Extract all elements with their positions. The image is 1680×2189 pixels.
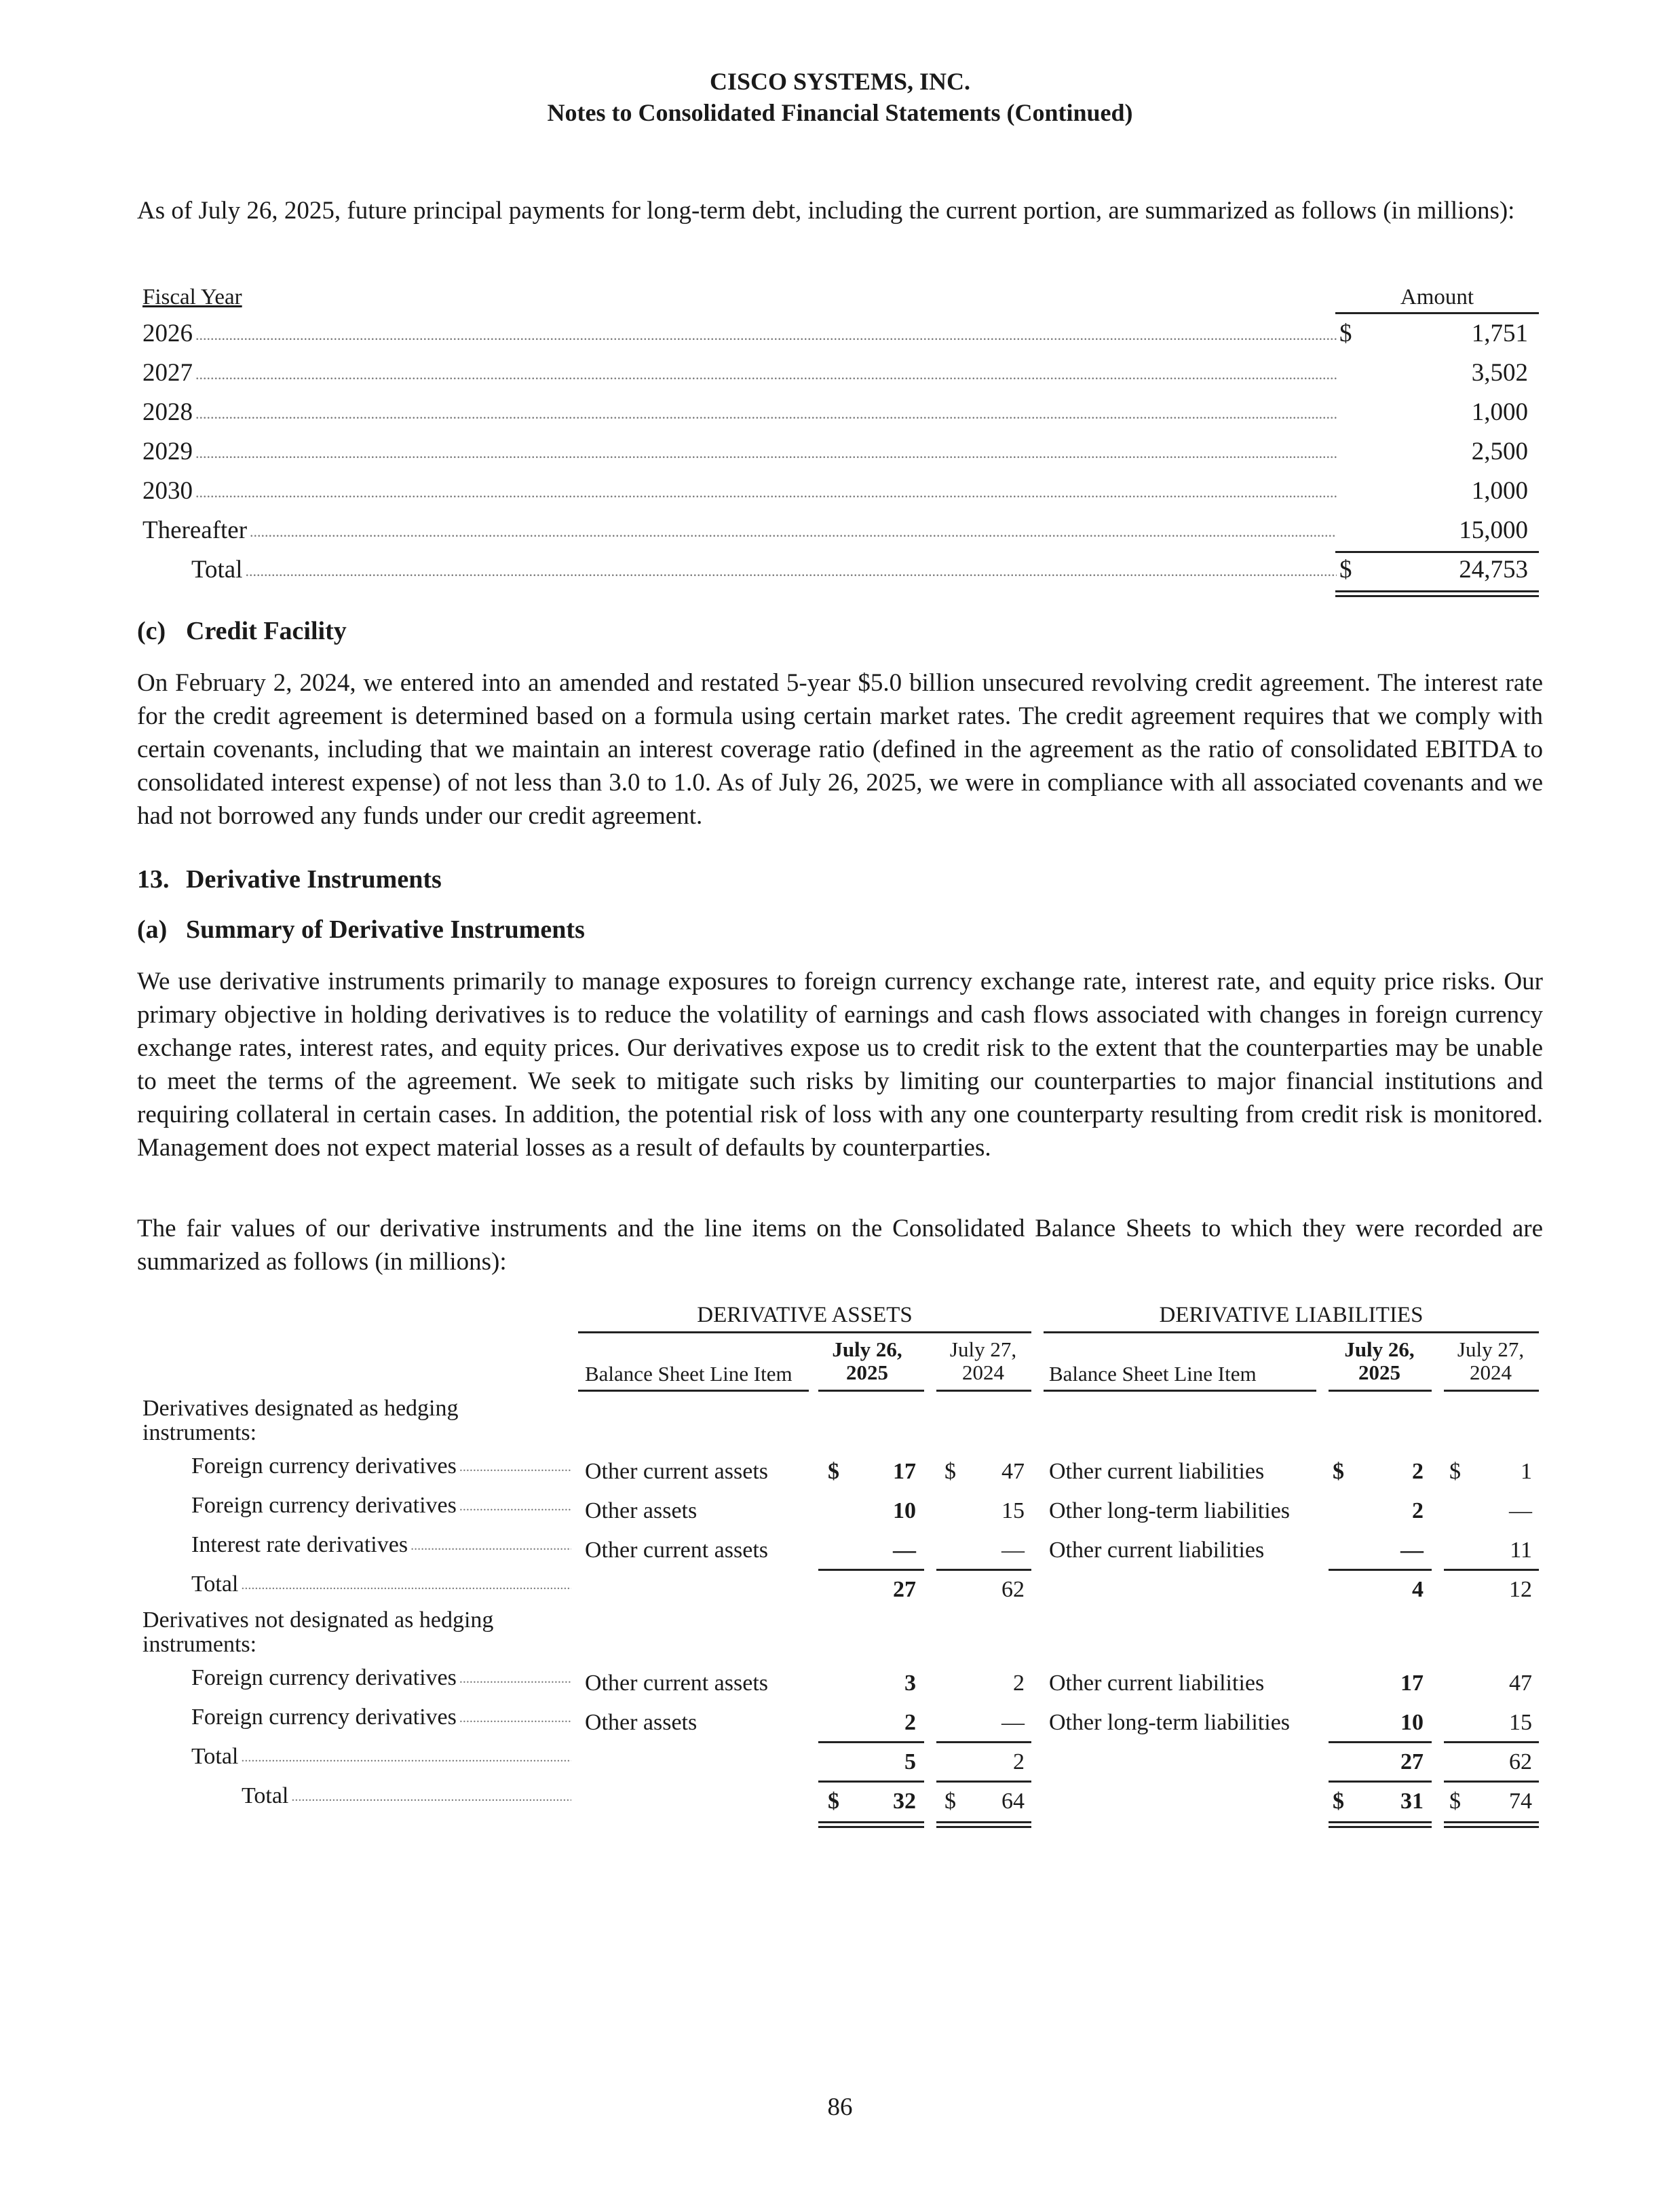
- derivative-row-label-text: Total: [242, 1783, 289, 1808]
- credit-facility-paragraph: On February 2, 2024, we entered into an amended and restated 5-year $5.0 billion unsecured revolving credit agreement. The interest rate for the credit agreement is determined based on a formula using certain market rates. The credit agreement requires that we comply with certain covenants, including that we maintain an interest coverage ratio (defined in the agreement as the ratio of consolidated EBITDA to consolidated interest expense) of not less than 3.0 to 1.0. As of July 26, 2025, we were in compliance with all associated covenants and we had not borrowed any funds under our credit agreement.: [137, 669, 1543, 830]
- assets-2025-currency: $: [828, 1459, 839, 1484]
- derivative-liabilities-caption: DERIVATIVE LIABILITIES: [1159, 1303, 1424, 1327]
- rule-a2024-grand-1: [936, 1821, 1031, 1823]
- dot-leader: [195, 404, 1337, 427]
- derivative-row-label: [191, 1664, 571, 1692]
- amount-header-rule: [1335, 312, 1539, 314]
- derivative-row-label-text: Interest rate derivatives: [191, 1532, 408, 1557]
- liabilities-line-item-header: Balance Sheet Line Item: [1049, 1362, 1257, 1386]
- dot-leader: [195, 365, 1337, 388]
- liabilities-2025-value: 10: [1400, 1710, 1424, 1735]
- summary-number: (a): [137, 915, 168, 944]
- amount-header: Amount: [1400, 285, 1474, 309]
- assets-2025-value: 27: [893, 1577, 916, 1602]
- assets-2025-value: 5: [904, 1749, 916, 1774]
- liabilities-2024-currency: $: [1449, 1789, 1461, 1814]
- liabilities-line-item: Other long-term liabilities: [1049, 1498, 1291, 1523]
- rule-l2025-t1: [1329, 1569, 1432, 1571]
- assets-line-item: Other assets: [585, 1710, 698, 1735]
- debt-currency: $: [1339, 556, 1352, 584]
- assets-line-item: Other current assets: [585, 1671, 769, 1696]
- dot-leader: [246, 562, 1337, 585]
- derivative-assets-caption: DERIVATIVE ASSETS: [697, 1303, 913, 1327]
- liabilities-line-item: Other long-term liabilities: [1049, 1710, 1291, 1735]
- rule-l2024-t1: [1444, 1569, 1539, 1571]
- debt-row-label: 2030: [142, 477, 193, 505]
- liabilities-2024-value: 15: [1509, 1710, 1532, 1735]
- rule-a2025-t1: [818, 1569, 924, 1571]
- assets-2025-rule: [818, 1390, 924, 1392]
- derivative-row-label: [191, 1743, 571, 1771]
- rule-a2025-t2: [818, 1741, 924, 1743]
- liabilities-2025-currency: $: [1333, 1789, 1344, 1814]
- debt-amount: 24,753: [1459, 556, 1528, 584]
- dot-leader: [411, 1536, 571, 1559]
- rule-l2025-t2: [1329, 1741, 1432, 1743]
- dot-leader: [195, 483, 1337, 506]
- debt-amount: 3,502: [1471, 359, 1528, 387]
- assets-line-item: Other current assets: [585, 1459, 769, 1484]
- assets-2024-value: 47: [1001, 1459, 1025, 1484]
- liabilities-2025-rule: [1329, 1390, 1432, 1392]
- assets-2024-rule: [936, 1390, 1031, 1392]
- derivative-row-label: [191, 1531, 571, 1559]
- liabilities-2024-value: 62: [1509, 1749, 1532, 1774]
- rule-a2025-grand-2: [818, 1826, 924, 1828]
- derivative-row-label: [242, 1782, 571, 1810]
- summary-paragraph-2: The fair values of our derivative instruments and the line items on the Consolidated Balance Sheets to which they were recorded are summarized as follows (in millions):: [137, 1215, 1543, 1276]
- assets-line-item: Other assets: [585, 1498, 698, 1523]
- liabilities-2025-value: 4: [1412, 1577, 1424, 1602]
- assets-col-2024-year: 2024: [962, 1360, 1004, 1384]
- debt-subtotal-rule: [1335, 551, 1539, 553]
- debt-amount: 15,000: [1459, 516, 1528, 544]
- assets-col-2024-date: July 27,: [949, 1337, 1017, 1361]
- dot-leader: [241, 1576, 571, 1599]
- assets-2025-value: 32: [893, 1789, 916, 1814]
- debt-total-row: [142, 551, 1337, 585]
- liabilities-2025-value: 2: [1412, 1498, 1424, 1523]
- liabilities-col-2025-date: July 26,: [1344, 1337, 1415, 1361]
- debt-row: [142, 394, 1337, 427]
- liabilities-line-item-rule: [1044, 1390, 1316, 1392]
- liabilities-line-item: Other current liabilities: [1049, 1459, 1265, 1484]
- derivative-row-label-text: Foreign currency derivatives: [191, 1705, 457, 1730]
- debt-currency: $: [1339, 320, 1352, 347]
- liabilities-col-2025-header: [1327, 1338, 1432, 1384]
- dot-leader: [241, 1748, 571, 1771]
- assets-2024-value: 2: [1013, 1671, 1025, 1696]
- company-name: CISCO SYSTEMS, INC.: [709, 68, 971, 95]
- assets-2024-value: 2: [1013, 1749, 1025, 1774]
- rule-l2025-t3: [1329, 1781, 1432, 1783]
- credit-facility-heading: [137, 615, 347, 647]
- liabilities-col-2024-date: July 27,: [1457, 1337, 1525, 1361]
- liabilities-caption-rule: [1044, 1331, 1539, 1333]
- assets-col-2025-date: July 26,: [832, 1337, 902, 1361]
- assets-2024-value: —: [1001, 1710, 1025, 1735]
- derivative-row-label-text: Foreign currency derivatives: [191, 1453, 457, 1479]
- liabilities-2024-value: 1: [1521, 1459, 1532, 1484]
- debt-row-label: 2029: [142, 438, 193, 465]
- assets-2025-value: 17: [893, 1459, 916, 1484]
- derivative-row-label-text: Foreign currency derivatives: [191, 1665, 457, 1690]
- assets-col-2024-header: [935, 1338, 1031, 1384]
- liabilities-2025-value: 17: [1400, 1671, 1424, 1696]
- debt-amount: 1,751: [1471, 320, 1528, 347]
- assets-caption-rule: [578, 1331, 1031, 1333]
- assets-2025-currency: $: [828, 1789, 839, 1814]
- dot-leader: [195, 444, 1337, 467]
- assets-2024-currency: $: [944, 1459, 956, 1484]
- rule-l2025-grand-2: [1329, 1826, 1432, 1828]
- rule-l2024-t2: [1444, 1741, 1539, 1743]
- rule-a2024-grand-2: [936, 1826, 1031, 1828]
- rule-l2024-grand-1: [1444, 1821, 1539, 1823]
- liabilities-line-item: Other current liabilities: [1049, 1671, 1265, 1696]
- debt-row-label: 2028: [142, 398, 193, 426]
- summary-paragraph-1: We use derivative instruments primarily to manage exposures to foreign currency exchange rate, interest rate, and equity price risks. Our primary objective in holding derivatives is to reduce the volatility of earnings and cash flows associated with changes in foreign currency exchange rates, interest rates, and equity prices. Our derivatives expose us to credit risk to the extent that the counterparties may be unable to meet the terms of the agreement. We seek to mitigate such risks by limiting our counterparties to major financial institutions and requiring collateral in certain cases. In addition, the potential risk of loss with any one counterparty resulting from credit risk is monitored. Management does not expect material losses as a result of defaults by counterparties.: [137, 968, 1543, 1162]
- section-13-title: Derivative Instruments: [186, 865, 442, 894]
- debt-amount: 2,500: [1471, 438, 1528, 465]
- rule-a2024-t1: [936, 1569, 1031, 1571]
- assets-2024-value: 64: [1001, 1789, 1025, 1814]
- assets-line-item-header: Balance Sheet Line Item: [585, 1362, 793, 1386]
- assets-line-item-rule: [578, 1390, 809, 1392]
- group-designated-label: Derivatives designated as hedging instruments:: [142, 1396, 459, 1445]
- dot-leader: [250, 522, 1337, 546]
- liabilities-2025-currency: $: [1333, 1459, 1344, 1484]
- derivative-row-label: [191, 1570, 571, 1599]
- liabilities-2024-value: 47: [1509, 1671, 1532, 1696]
- liabilities-col-2024-header: [1443, 1338, 1539, 1384]
- debt-total-rule-1: [1335, 590, 1539, 592]
- debt-row: [142, 472, 1337, 506]
- liabilities-2025-value: 31: [1400, 1789, 1424, 1814]
- derivative-row-label-text: Total: [191, 1572, 239, 1597]
- dot-leader: [291, 1787, 571, 1810]
- credit-facility-title: Credit Facility: [186, 617, 347, 645]
- rule-a2024-t3: [936, 1781, 1031, 1783]
- section-13-heading: [137, 863, 442, 896]
- debt-row-label: 2026: [142, 320, 193, 347]
- liabilities-2024-value: 11: [1510, 1538, 1532, 1563]
- debt-row-label: Thereafter: [142, 516, 248, 544]
- liabilities-2025-value: —: [1400, 1538, 1424, 1563]
- page-number: 86: [827, 2093, 853, 2121]
- derivative-row-label-text: Foreign currency derivatives: [191, 1493, 457, 1518]
- liabilities-col-2025-year: 2025: [1358, 1360, 1400, 1384]
- assets-col-2025-year: 2025: [846, 1360, 888, 1384]
- assets-2024-value: —: [1001, 1538, 1025, 1563]
- assets-line-item: Other current assets: [585, 1538, 769, 1563]
- rule-l2024-grand-2: [1444, 1826, 1539, 1828]
- liabilities-2024-value: 74: [1509, 1789, 1532, 1814]
- rule-a2025-t3: [818, 1781, 924, 1783]
- liabilities-2025-value: 27: [1400, 1749, 1424, 1774]
- assets-2025-value: —: [893, 1538, 916, 1563]
- derivative-row-label: [191, 1703, 571, 1732]
- page-subtitle: Notes to Consolidated Financial Statements (Continued): [547, 99, 1133, 126]
- dot-leader: [195, 326, 1337, 349]
- derivative-row-label: [191, 1491, 571, 1520]
- summary-heading: [137, 913, 585, 946]
- debt-row: [142, 315, 1337, 349]
- debt-row: [142, 354, 1337, 388]
- section-13-number: 13.: [137, 865, 170, 894]
- assets-2025-value: 2: [904, 1710, 916, 1735]
- liabilities-2024-currency: $: [1449, 1459, 1461, 1484]
- group-not-designated-label: Derivatives not designated as hedging instruments:: [142, 1607, 494, 1657]
- liabilities-2024-value: 12: [1509, 1577, 1532, 1602]
- assets-2024-currency: $: [944, 1789, 956, 1814]
- fiscal-year-header: Fiscal Year: [142, 285, 242, 309]
- credit-facility-number: (c): [137, 617, 166, 645]
- rule-a2024-t2: [936, 1741, 1031, 1743]
- rule-a2025-grand-1: [818, 1821, 924, 1823]
- debt-amount: 1,000: [1471, 477, 1528, 505]
- debt-row: [142, 512, 1337, 546]
- derivative-row-label-text: Total: [191, 1744, 239, 1769]
- derivative-row-label: [191, 1452, 571, 1481]
- liabilities-2024-rule: [1444, 1390, 1539, 1392]
- liabilities-2024-value: —: [1509, 1498, 1532, 1523]
- rule-l2025-grand-1: [1329, 1821, 1432, 1823]
- debt-amount: 1,000: [1471, 398, 1528, 426]
- debt-row-label: Total: [191, 556, 243, 584]
- assets-col-2025-header: [813, 1338, 921, 1384]
- debt-row: [142, 433, 1337, 467]
- dot-leader: [459, 1709, 571, 1732]
- dot-leader: [459, 1458, 571, 1481]
- assets-2025-value: 3: [904, 1671, 916, 1696]
- intro-paragraph: As of July 26, 2025, future principal payments for long-term debt, including the current portion, are summarized as follows (in millions):: [137, 197, 1515, 225]
- rule-l2024-t3: [1444, 1781, 1539, 1783]
- assets-2025-value: 10: [893, 1498, 916, 1523]
- summary-title: Summary of Derivative Instruments: [186, 915, 585, 944]
- liabilities-2025-value: 2: [1412, 1459, 1424, 1484]
- assets-2024-value: 15: [1001, 1498, 1025, 1523]
- assets-2024-value: 62: [1001, 1577, 1025, 1602]
- liabilities-line-item: Other current liabilities: [1049, 1538, 1265, 1563]
- liabilities-col-2024-year: 2024: [1470, 1360, 1512, 1384]
- debt-row-label: 2027: [142, 359, 193, 387]
- debt-total-rule-2: [1335, 595, 1539, 597]
- dot-leader: [459, 1497, 571, 1520]
- dot-leader: [459, 1669, 571, 1692]
